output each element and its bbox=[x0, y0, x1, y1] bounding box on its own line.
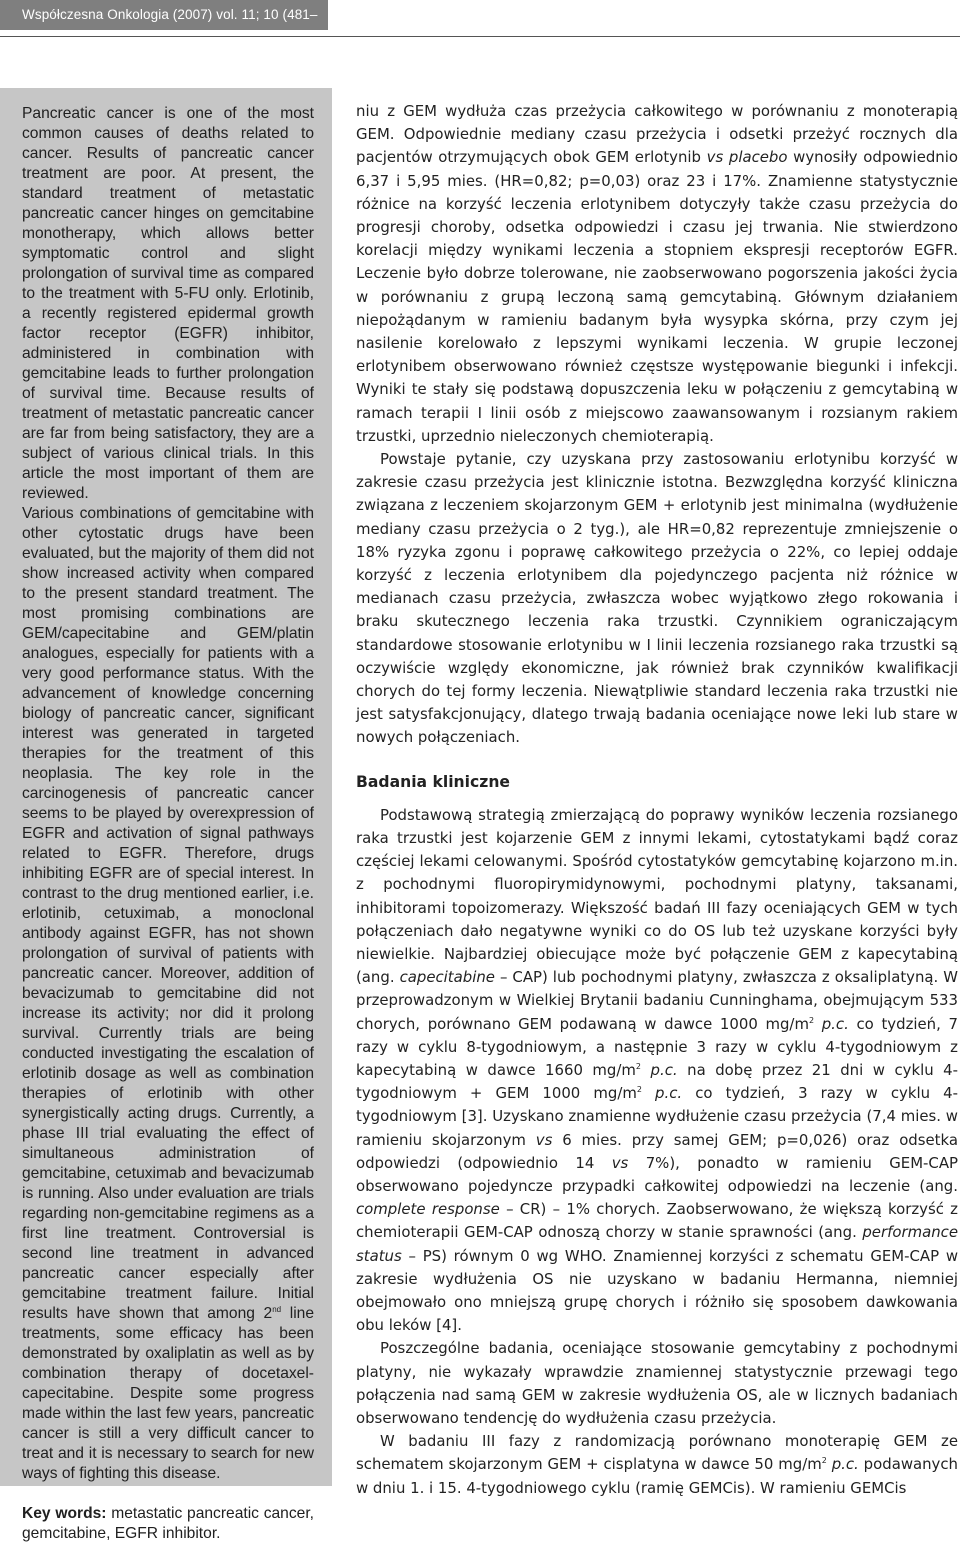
english-abstract bbox=[0, 88, 332, 1542]
body-paragraph: Powstaje pytanie, czy uzyskana przy zastosowaniu erlotynibu korzyść w zakresie czasu przeżycia jest klinicznie istotna. Bezwzględna korzyść kliniczna związana z leczeniem skojarzonym GEM + erlotynib jest minimalna (wydłużenie mediany czasu przeżycia o 2 tyg.), ale HR=0,82 reprezentuje zmniejszenie o 18% ryzyka zgonu i poprawę całkowitego przeżycia o 22%, co lepiej oddaje korzyść z leczenia erlotynibem dla pojedynczego pacjenta niż różnice w medianach czasu przeżycia, zwłaszcza wobec wyjątkowo złego rokowania i braku skutecznego leczenia raka trzustki. Czynnikiem ograniczającym standardowe stosowanie erlotynibu w I linii leczenia rozsianego raka trzustki są oczywiście względy ekonomiczne, jak również brak czynników kwalifikacji chorych do tej formy leczenia. Niewątpliwie standard leczenia raka trzustki nie jest satysfakcjonujący, dlatego trwają badania oceniające nowe leki lub stare w nowych połączeniach. bbox=[356, 450, 958, 747]
keywords bbox=[22, 1504, 314, 1544]
keywords-text: metastatic pancreatic cancer, gemcitabine, EGFR inhibitor. bbox=[22, 1505, 314, 1542]
header-rule bbox=[0, 36, 960, 37]
body-paragraph: Podstawową strategią zmierzającą do poprawy wyników leczenia rozsianego raka trzustki jest kojarzenie GEM z innymi lekami, cytostatykami bądź coraz częściej lekami celowanymi. Spośród cytostatyków gemcytabinę kojarzono m.in. z pochodnymi fluoropirymidynowymi, pochodnymi platyny, taksanami, inhibitorami topoizomerazy. Większość badań III fazy oceniających GEM w tych połączeniach dało negatywne wyniki co do OS lub też uzyskane korzyści były niewielkie. Najbardziej obiecujące może być połączenie GEM z kapecytabiną (ang. capecitabine – CAP) lub pochodnymi platyny, zwłaszcza z oksaliplatyną. W przeprowadzonym w Wielkiej Brytanii badaniu Cunninghama, obejmującym 533 chorych, porównano GEM podawaną w dawce 1000 $mg/m^2$ p.c. co tydzień, 7 razy w cyklu 8-tygodniowym, a następnie 3 razy w cyklu 4-tygodniowym z kapecytabiną w dawce 1660 $mg/m^2$ p.c. na dobę przez 21 dni w cyklu 4-tygodniowym + GEM 1000 $mg/m^2$ p.c. co tydzień, 3 razy w cyklu 4-tygodniowym [3]. Uzyskano znamienne wydłużenie czasu przeżycia (7,4 mies. w ramieniu skojarzonym vs 6 mies. przy samej GEM; p=0,026) oraz odsetka odpowiedzi (odpowiednio 14 vs 7%), ponadto w ramieniu GEM-CAP obserwowano pojedyncze przypadki całkowitej odpowiedzi na leczenie (ang. complete response – CR) – 1% chorych. Zaobserwowano, że większą korzyść z chemioterapii GEM-CAP odnoszą chorzy w stanie sprawności (ang. performance status – PS) równym 0 wg WHO. Znamiennej korzyści z schematu GEM-CAP w zakresie wydłużenia OS nie uzyskano w badaniu Hermanna, niemniej obejmowało ono mniejszą grupę chorych i różniło się sposobem dawkowania obu leków [4]. bbox=[356, 805, 959, 1335]
main-article-column bbox=[356, 100, 958, 1500]
journal-citation: Współczesna Onkologia (2007) vol. 11; 10 (481–486) bbox=[22, 7, 318, 52]
body-paragraph: W badaniu III fazy z randomizacją porównano monoterapię GEM ze schematem skojarzonym GEM + cisplatyna w dawce 50 $mg/m^2$ p.c. podawanych w dniu 1. i 15. 4-tygodniowego cyklu (ramię GEMCis). W ramieniu GEMCis bbox=[356, 1432, 958, 1497]
keywords-label: Key words: bbox=[22, 1505, 107, 1522]
body-paragraph: Poszczególne badania, oceniające stosowanie gemcytabiny z pochodnymi platyny, nie wykazały wprawdzie znamiennej statystycznie przewagi tego połączenia nad samą GEM w zakresie wydłużenia OS, ale w licznych badaniach obserwowano tendencję do wydłużenia czasu przeżycia. bbox=[356, 1339, 958, 1427]
abstract-paragraph: Pancreatic cancer is one of the most common causes of deaths related to cancer. Results of pancreatic cancer treatment are poor. At present, the standard treatment of metastatic pancreatic cancer hinges on gemcitabine monotherapy, which allows better symptomatic control and slight prolongation of survival time as compared to the treatment with 5-FU only. Erlotinib, a recently registered epidermal growth factor receptor (EGFR) inhibitor, administered in combination with gemcitabine leads to further prolongation of survival time. Because results of treatment of metastatic pancreatic cancer are far from being satisfactory, they are a subject of various clinical trials. In this article the most important of them are reviewed. bbox=[22, 105, 314, 502]
body-paragraph: niu z GEM wydłuża czas przeżycia całkowitego w porównaniu z monoterapią GEM. Odpowiednie mediany czasu przeżycia i odsetki przeżyć rocznych dla pacjentów otrzymujących obok GEM erlotynib vs placebo wynosiły odpowiednio 6,37 i 5,95 mies. (HR=0,82; p=0,03) oraz 23 i 17%. Znamienne statystycznie różnice na korzyść leczenia erlotynibem dotyczyły także czasu przeżycia do progresji choroby, odsetka odpowiedzi i czasu jej trwania. Nie stwierdzono korelacji między wynikami leczenia a stopniem ekspresji receptorów EGFR. Leczenie było dobrze tolerowane, nie zaobserwowano pogorszenia jakości życia w porównaniu z grupą leczoną samą gemcytabiną. Głównym działaniem niepożądanym w ramieniu badanym była wysypka skórna, przy czym jej nasilenie korelowało z lepszymi wynikami leczenia. W grupie leczonej erlotynibem obserwowano również częstsze występowanie biegunki i infekcji. Wyniki te stały się podstawą dopuszczenia leku w połączeniu z gemcytabiną w ramach terapii I linii osób z miejscowo zaawansowanym i rozsianym rakiem trzustki, uprzednio nieleczonych chemioterapią. bbox=[356, 102, 958, 445]
section-heading: Badania kliniczne bbox=[356, 772, 510, 791]
journal-header bbox=[0, 0, 328, 52]
abstract-paragraph: Various combinations of gemcitabine with other cytostatic drugs have been evaluated, but the majority of them did not show increased activity when compared to the present standard treatment. The most promising combinations are GEM/capecitabine and GEM/platin analogues, especially for patients with a very good performance status. With the advancement of knowledge concerning biology of pancreatic cancer, significant interest was generated in targeted therapies for the treatment of this neoplasia. The key role in the carcinogenesis of pancreatic cancer seems to be played by overexpression of EGFR and activation of signal pathways related to EGFR. Therefore, drugs inhibiting EGFR are of special interest. In contrast to the drug mentioned earlier, i.e. erlotinib, cetuximab, a monoclonal antibody against EGFR, has not shown prolongation of survival of patients with pancreatic cancer. Moreover, addition of bevacizumab to gemcitabine did not increase its activity; nor did it prolong survival. Currently trials are being conducted investigating the escalation of erlotinib dosage as well as combination therapies of erlotinib with other synergistically acting drugs. Currently, a phase III trial evaluating the effect of simultaneous administration of gemcitabine, cetuximab and bevacizumab is running. Also under evaluation are trials regarding non-gemcitabine regimens as a first line treatment. Controversial is second line treatment in advanced pancreatic cancer especially after gemcitabine treatment failure. Initial results have shown that among 2nd line treatments, some efficacy has been demonstrated by oxaliplatin as well as by combination therapy of docetaxel-capecitabine. Despite some progress made within the last few years, pancreatic cancer is still a very difficult cancer to treat and it is necessary to search for new ways of fighting this disease. bbox=[22, 505, 315, 1482]
